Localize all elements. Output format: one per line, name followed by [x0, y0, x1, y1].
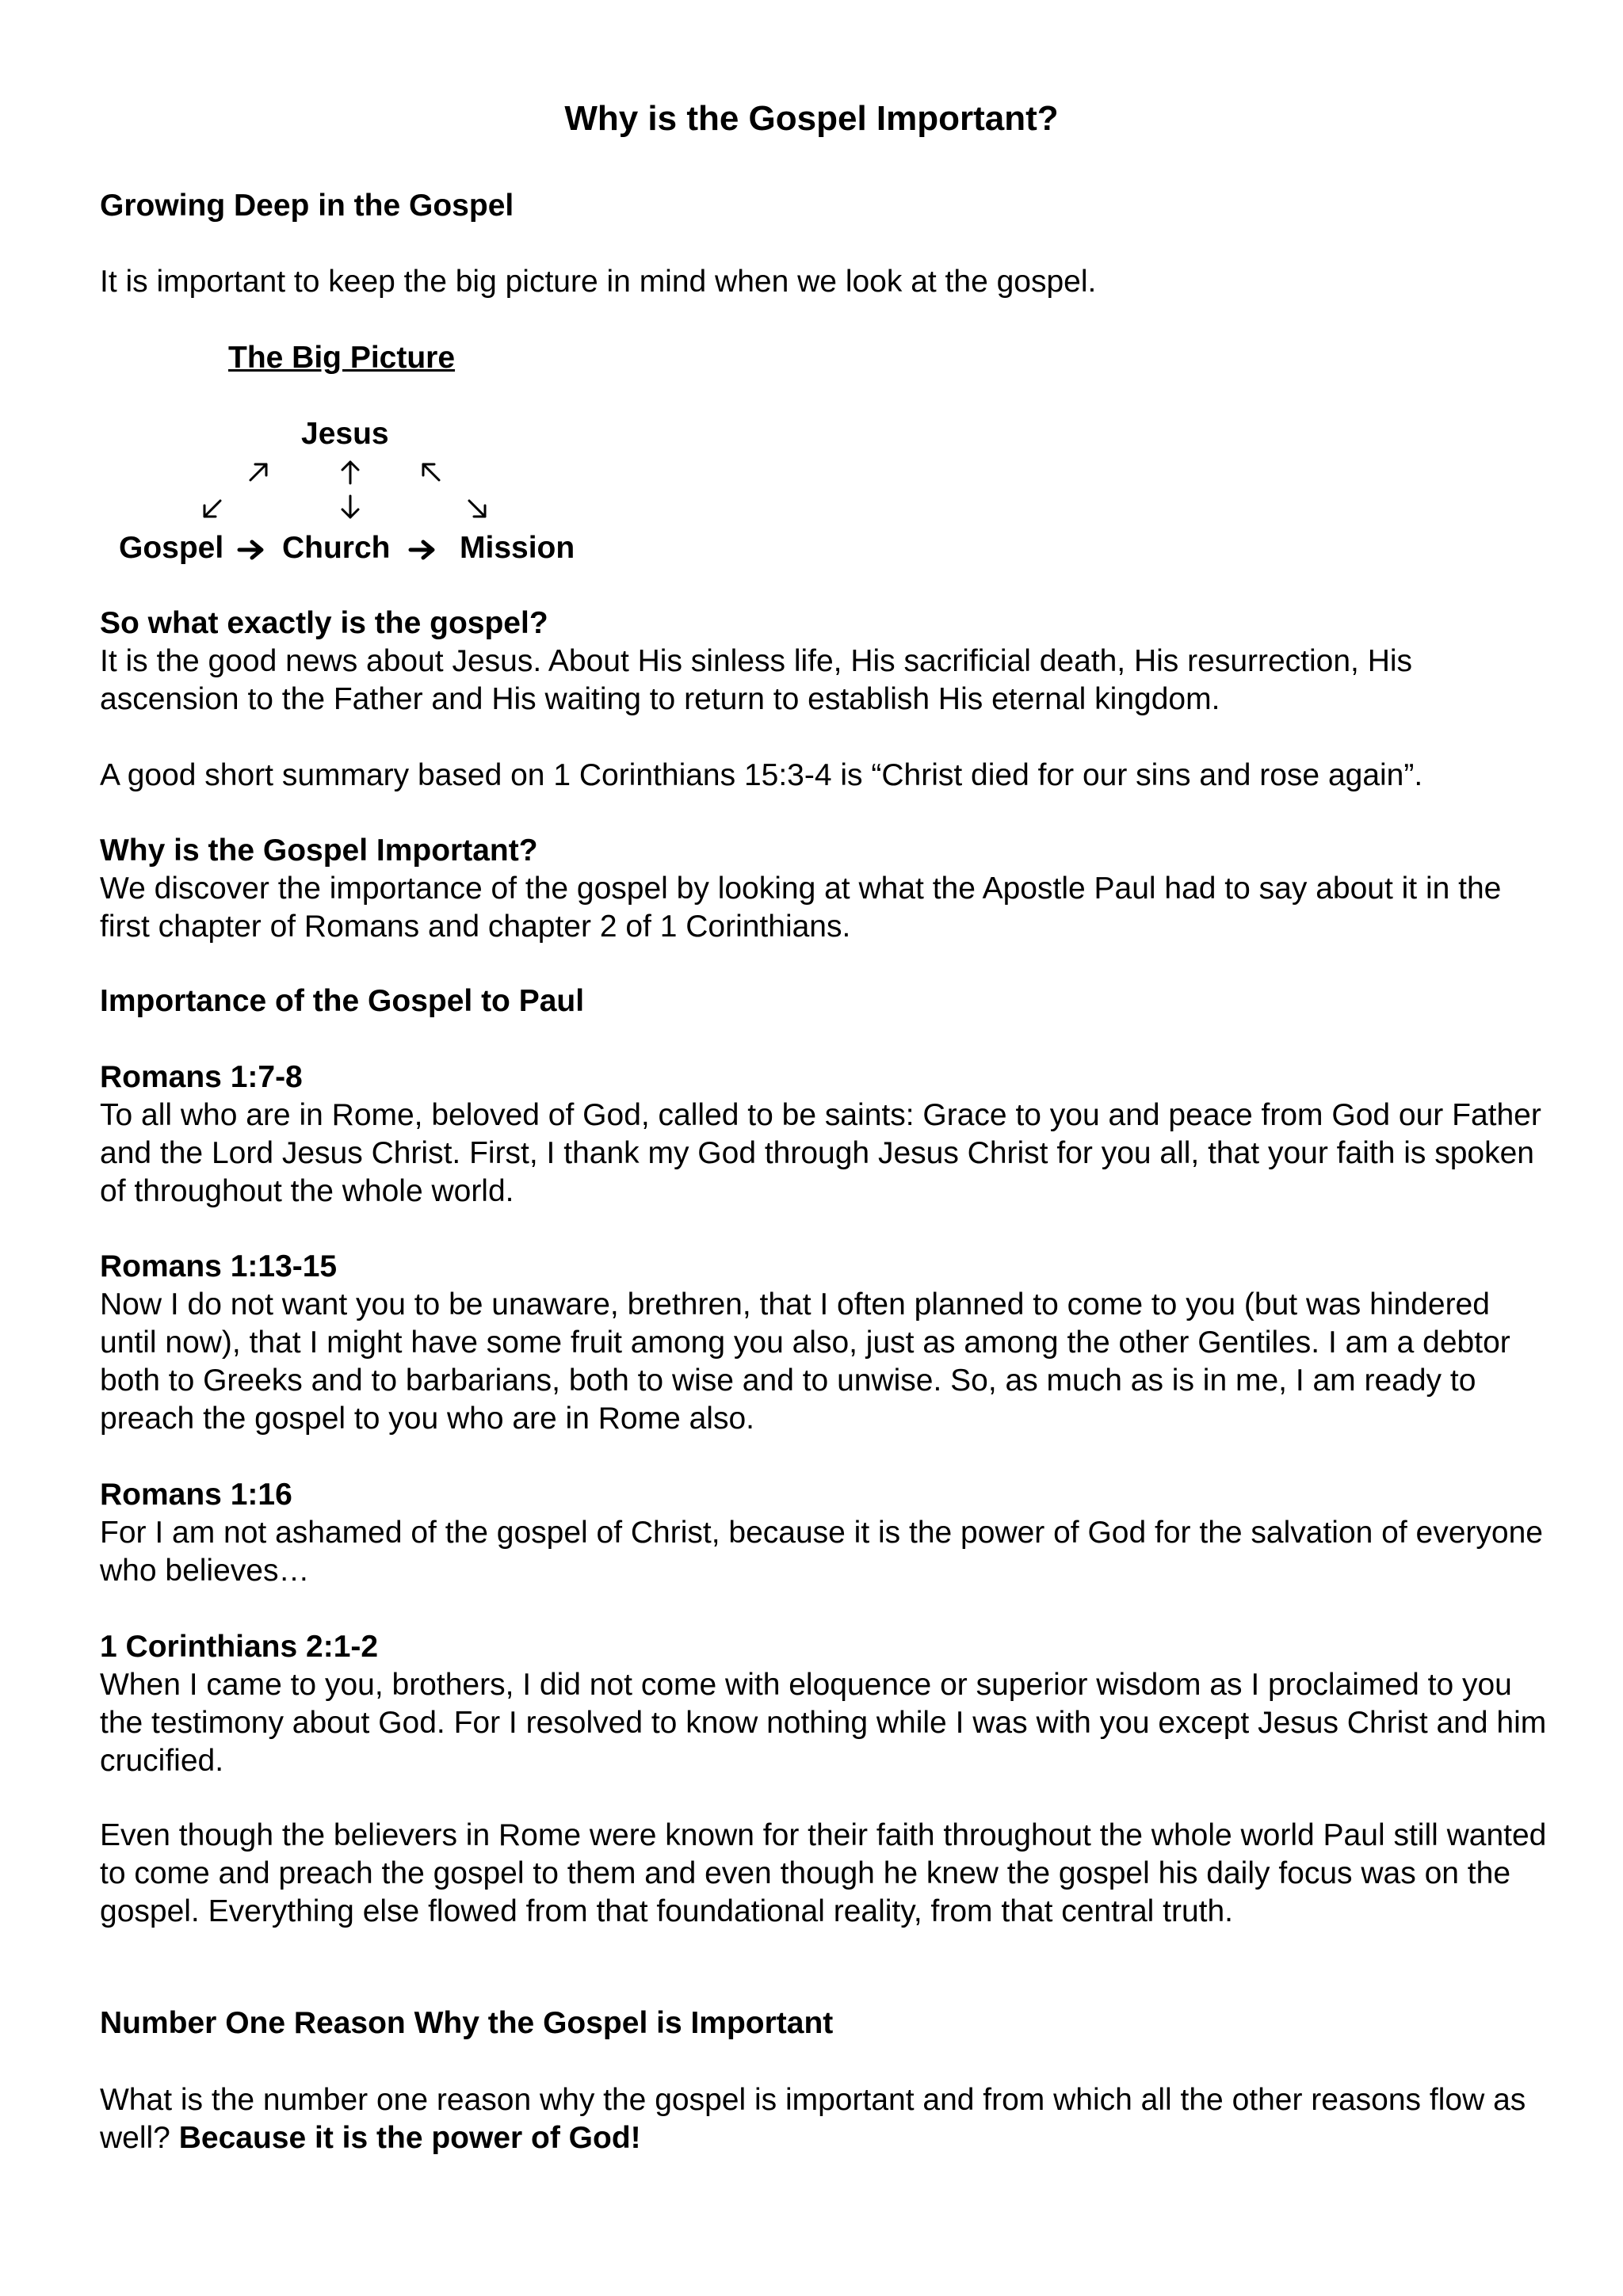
number-one-heading: Number One Reason Why the Gospel is Important [100, 2006, 834, 2040]
arrow-right-icon [238, 539, 265, 561]
verse-reference: 1 Corinthians 2:1-2 [100, 1630, 379, 1664]
big-picture-heading: The Big Picture [228, 341, 456, 375]
verse-reference: Romans 1:7-8 [100, 1060, 303, 1094]
importance-heading: Importance of the Gospel to Paul [100, 984, 585, 1018]
growing-deep-heading: Growing Deep in the Gospel [100, 189, 514, 223]
arrow-right-icon [409, 539, 436, 561]
what-is-heading: So what exactly is the gospel? [100, 606, 548, 640]
verse-romans-1-7-8 [100, 1058, 1550, 1211]
summary-text: A good short summary based on 1 Corinthians 15:3-4 is “Christ died for our sins and rose again”. [100, 758, 1423, 792]
verse-1-corinthians-2-1-2 [100, 1628, 1550, 1780]
diagram-node-mission: Mission [460, 531, 575, 565]
verse-text: Now I do not want you to be unaware, brethren, that I often planned to come to you (but was hindered until now), that I might have some fruit among you also, just as among the other Gentiles. I am a debtor both to Greeks and to barbarians, both to wise and to unwise. So, as much as is in me, I am ready to preach the gospel to you who are in Rome also. [100, 1287, 1510, 1436]
arrow-down-icon [339, 494, 361, 520]
number-one-text: What is the number one reason why the gospel is important and from which all the other reasons flow as well? [100, 2083, 1526, 2155]
arrow-up-left-icon [420, 461, 442, 483]
verse-reference: Romans 1:13-15 [100, 1249, 338, 1283]
diagram-node-church: Church [282, 531, 391, 565]
what-is-text: It is the good news about Jesus. About His sinless life, His sacrificial death, His resurrection, His ascension to the Father and His waiting to return to establish His eternal kingdom. [100, 644, 1413, 716]
arrow-down-right-icon [466, 498, 488, 520]
number-one-paragraph [100, 2081, 1550, 2157]
verse-romans-1-13-15 [100, 1248, 1550, 1438]
why-text: We discover the importance of the gospel by looking at what the Apostle Paul had to say about it in the first chapter of Romans and chapter 2 of 1 Corinthians. [100, 871, 1502, 944]
verse-text: When I came to you, brothers, I did not come with eloquence or superior wisdom as I proclaimed to you the testimony about God. For I resolved to know nothing while I was with you except Jesus Christ and him crucified. [100, 1668, 1547, 1778]
why-section [100, 832, 1550, 946]
diagram-node-jesus: Jesus [301, 417, 389, 451]
arrow-up-right-icon [247, 461, 269, 483]
even-though-text: Even though the believers in Rome were known for their faith throughout the whole world Paul still wanted to come and preach the gospel to them and even though he knew the gospel his daily focus was on the gospel. Everything else flowed from that foundational reality, from that central truth. [100, 1818, 1547, 1928]
arrow-up-icon [339, 460, 361, 485]
verse-romans-1-16 [100, 1476, 1550, 1590]
number-one-bold-text: Because it is the power of God! [178, 2121, 641, 2155]
big-picture-diagram [0, 333, 713, 586]
verse-text: To all who are in Rome, beloved of God, called to be saints: Grace to you and peace from God our Father and the Lord Jesus Christ. First, I thank my God through Jesus Christ for you all, that your faith is spoken of throughout the whole world. [100, 1098, 1541, 1208]
why-heading: Why is the Gospel Important? [100, 833, 538, 868]
page-title: Why is the Gospel Important? [564, 99, 1059, 138]
diagram-node-gospel: Gospel [119, 531, 224, 565]
what-is-section [100, 605, 1550, 719]
verse-reference: Romans 1:16 [100, 1478, 292, 1512]
arrow-down-left-icon [201, 498, 223, 520]
intro-text: It is important to keep the big picture in mind when we look at the gospel. [100, 265, 1097, 299]
verse-text: For I am not ashamed of the gospel of Christ, because it is the power of God for the salvation of everyone who believes… [100, 1516, 1543, 1588]
